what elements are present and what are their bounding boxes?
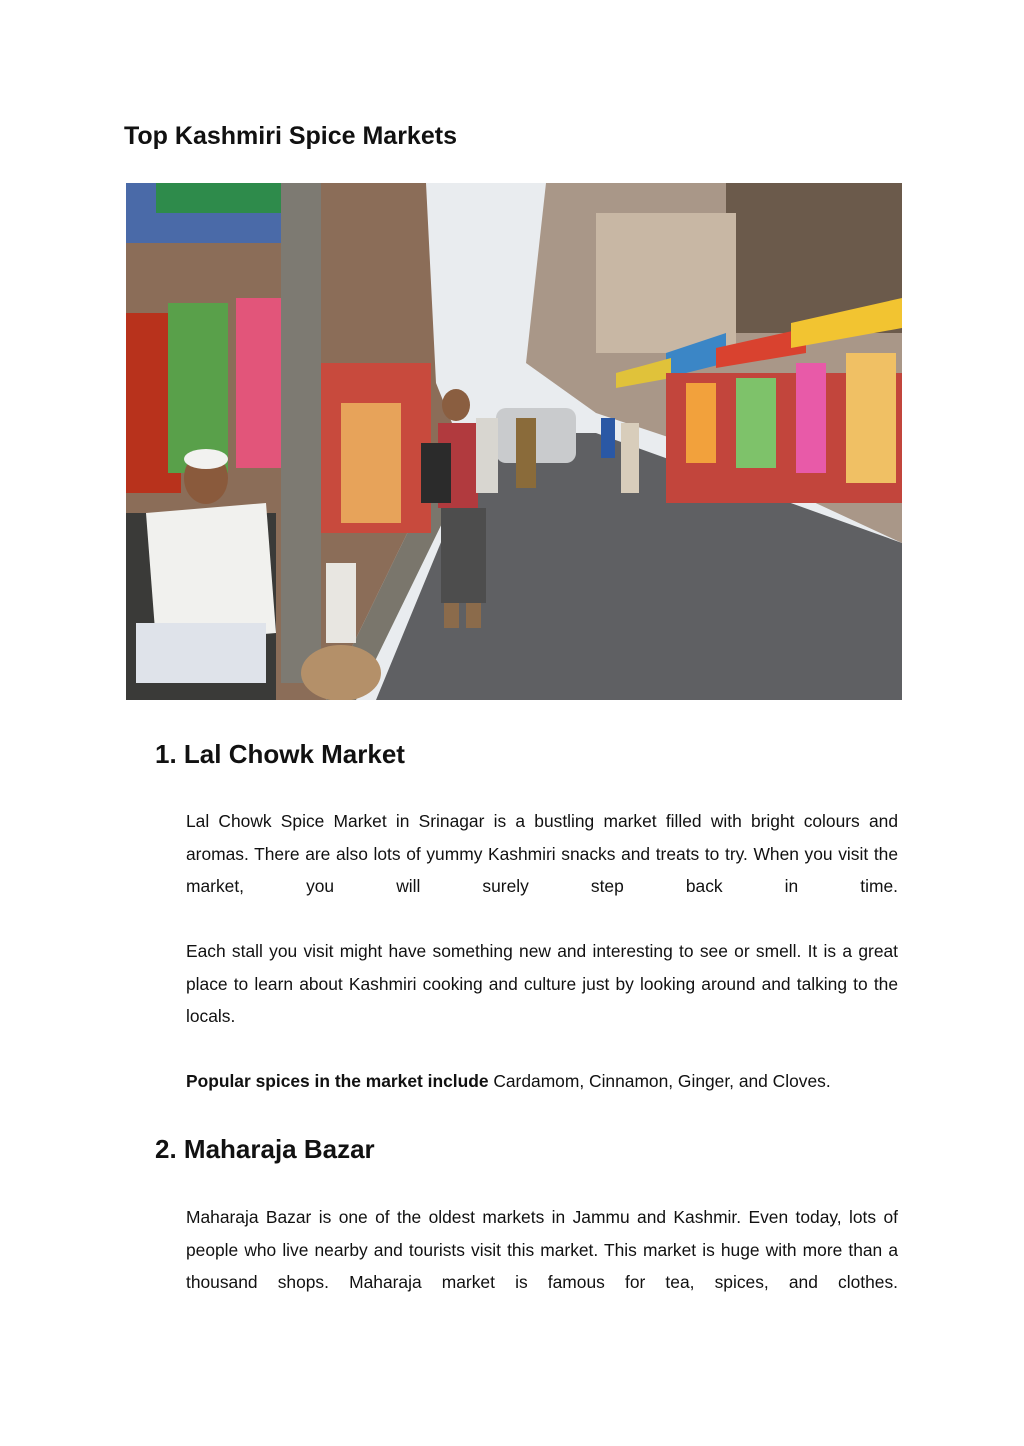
page-title: Top Kashmiri Spice Markets xyxy=(124,122,457,150)
spices-list: Cardamom, Cinnamon, Ginger, and Cloves. xyxy=(488,1071,831,1091)
lal-chowk-spices-line xyxy=(186,1065,898,1098)
lal-chowk-paragraph-1: Lal Chowk Spice Market in Srinagar is a bustling market filled with bright colours and aromas. There are also lots of yummy Kashmiri snacks and treats to try. When you visit the market, you will surely step back in time. xyxy=(186,811,898,897)
maharaja-bazar-paragraph-1: Maharaja Bazar is one of the oldest markets in Jammu and Kashmir. Even today, lots of people who live nearby and tourists visit this market. This market is huge with more than a thousand shops. Maharaja market is famous for tea, spices, and clothes. xyxy=(186,1207,898,1293)
section-heading-maharaja-bazar: 2. Maharaja Bazar xyxy=(155,1134,375,1164)
section-heading-lal-chowk: 1. Lal Chowk Market xyxy=(155,739,405,769)
spices-label: Popular spices in the market include xyxy=(186,1071,489,1091)
lal-chowk-paragraph-2: Each stall you visit might have something new and interesting to see or smell. It is a great place to learn about Kashmiri cooking and culture just by looking around and talking to the locals. xyxy=(186,941,898,1027)
market-street-photo xyxy=(126,183,902,700)
